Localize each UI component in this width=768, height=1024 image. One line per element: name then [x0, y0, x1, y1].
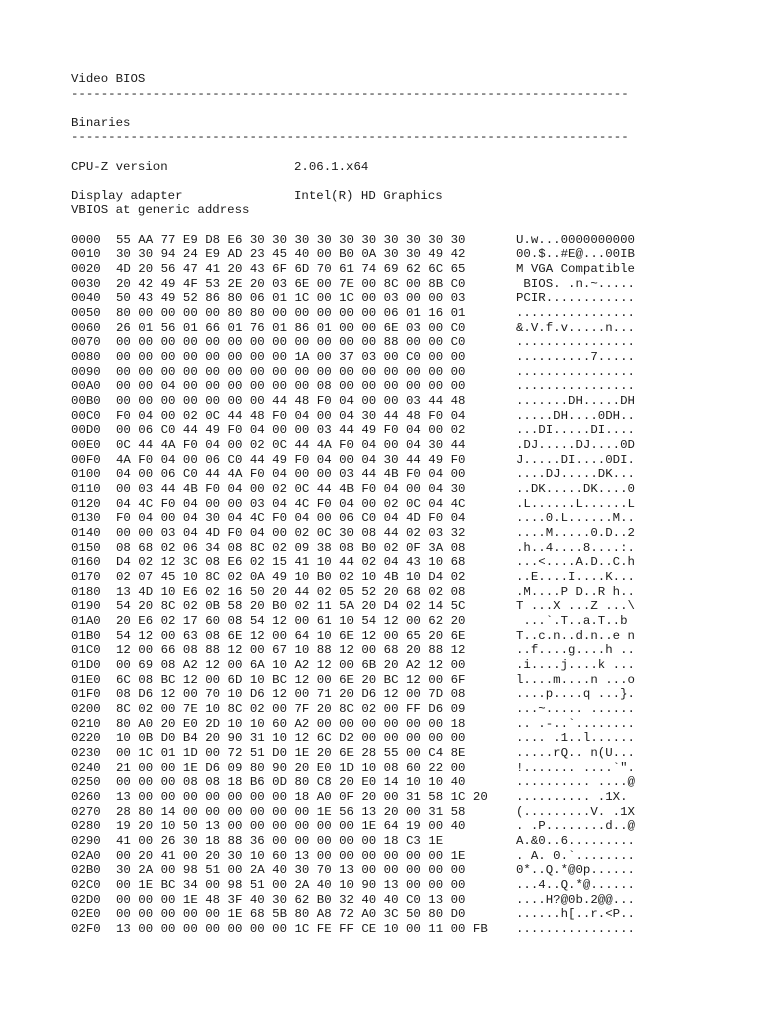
display-adapter-value: Intel(R) HD Graphics [294, 188, 443, 203]
hex-ascii: (.........V. .1X [516, 804, 635, 819]
hex-bytes: F0 04 00 04 30 04 4C F0 04 00 06 C0 04 4D F0 04 [116, 511, 466, 526]
hex-row [71, 834, 731, 849]
hex-row [71, 423, 731, 438]
hex-row [71, 438, 731, 453]
hex-bytes: 04 00 06 C0 44 4A F0 04 00 00 03 44 4B F0 04 00 [116, 467, 466, 482]
hex-bytes: 00 69 08 A2 12 00 6A 10 A2 12 00 6B 20 A2 12 00 [116, 658, 466, 673]
hex-bytes: 00 1C 01 1D 00 72 51 D0 1E 20 6E 28 55 00 C4 8E [116, 746, 466, 761]
spacer [71, 145, 731, 160]
hex-bytes: 54 12 00 63 08 6E 12 00 64 10 6E 12 00 65 20 6E [116, 628, 466, 643]
hex-ascii: T ...X ...Z ...\ [516, 599, 635, 614]
hex-row [71, 863, 731, 878]
hex-bytes: 00 00 04 00 00 00 00 00 00 08 00 00 00 00 00 00 [116, 379, 466, 394]
hex-row [71, 277, 731, 292]
hex-offset: 0140 [71, 525, 101, 540]
hex-ascii: U.w...0000000000 [516, 232, 635, 247]
hex-row [71, 599, 731, 614]
hex-offset: 02A0 [71, 848, 101, 863]
hex-offset: 02F0 [71, 922, 101, 937]
hex-offset: 01B0 [71, 628, 101, 643]
hex-row [71, 511, 731, 526]
hex-row [71, 658, 731, 673]
hex-ascii: ..f....g....h .. [516, 643, 635, 658]
hex-bytes: 00 06 C0 44 49 F0 04 00 00 03 44 49 F0 04 00 02 [116, 423, 466, 438]
hex-row [71, 717, 731, 732]
hex-bytes: 00 00 00 00 00 00 00 44 48 F0 04 00 00 03 44 48 [116, 393, 466, 408]
hex-bytes: 00 00 00 00 00 00 00 00 00 00 00 00 00 00 00 00 [116, 364, 466, 379]
hex-ascii: ....0.L......M.. [516, 511, 635, 526]
hex-offset: 0270 [71, 804, 101, 819]
hex-offset: 00B0 [71, 393, 101, 408]
hex-offset: 02B0 [71, 863, 101, 878]
hex-row [71, 321, 731, 336]
hex-offset: 0050 [71, 305, 101, 320]
hex-ascii: l....m....n ...o [516, 672, 635, 687]
hex-row [71, 262, 731, 277]
hex-offset: 0000 [71, 232, 101, 247]
hex-offset: 0080 [71, 349, 101, 364]
hex-bytes: 13 00 00 00 00 00 00 00 18 A0 0F 20 00 31 58 1C 20 [116, 790, 488, 805]
cpuz-version-value: 2.06.1.x64 [294, 159, 369, 174]
hex-ascii: ................ [516, 335, 635, 350]
hex-offset: 0030 [71, 276, 101, 291]
hex-offset: 01D0 [71, 658, 101, 673]
hex-offset: 0260 [71, 790, 101, 805]
hex-bytes: 00 00 00 1E 48 3F 40 30 62 B0 32 40 40 C0 13 00 [116, 892, 466, 907]
hex-bytes: 26 01 56 01 66 01 76 01 86 01 00 00 6E 03 00 C0 [116, 320, 466, 335]
hex-ascii: .....rQ.. n(U... [516, 746, 635, 761]
hex-ascii: ....M.....0.D..2 [516, 525, 635, 540]
hex-row [71, 775, 731, 790]
hex-offset: 0220 [71, 731, 101, 746]
hex-bytes: 00 1E BC 34 00 98 51 00 2A 40 10 90 13 00 00 00 [116, 878, 466, 893]
hex-dump [71, 233, 731, 937]
hex-ascii: ................ [516, 379, 635, 394]
hex-offset: 01C0 [71, 643, 101, 658]
hex-row [71, 467, 731, 482]
hex-row [71, 570, 731, 585]
hex-row [71, 922, 731, 937]
hex-ascii: . A. 0.`........ [516, 848, 635, 863]
hex-ascii: ...4..Q.*@...... [516, 878, 635, 893]
hex-offset: 0170 [71, 569, 101, 584]
hex-offset: 0150 [71, 540, 101, 555]
hex-ascii: &.V.f.v.....n... [516, 320, 635, 335]
hex-row [71, 893, 731, 908]
hex-row [71, 643, 731, 658]
hex-ascii: PCIR............ [516, 291, 635, 306]
hex-bytes: 50 43 49 52 86 80 06 01 1C 00 1C 00 03 00 00 03 [116, 291, 466, 306]
hex-offset: 0130 [71, 511, 101, 526]
hex-ascii: ..E....I....K... [516, 569, 635, 584]
hex-offset: 01F0 [71, 687, 101, 702]
hex-offset: 0160 [71, 555, 101, 570]
hex-ascii: ....DJ.....DK... [516, 467, 635, 482]
hex-bytes: 00 00 00 00 00 00 00 00 00 00 00 00 88 00 00 C0 [116, 335, 466, 350]
hex-ascii: 00.$..#E@...00IB [516, 247, 635, 262]
hex-row [71, 849, 731, 864]
hex-bytes: 00 00 00 08 08 18 B6 0D 80 C8 20 E0 14 10 10 40 [116, 775, 466, 790]
hex-bytes: 41 00 26 30 18 88 36 00 00 00 00 00 18 C3 1E [116, 834, 444, 849]
hex-bytes: 13 4D 10 E6 02 16 50 20 44 02 05 52 20 68 02 08 [116, 584, 466, 599]
hex-bytes: 10 0B D0 B4 20 90 31 10 12 6C D2 00 00 00 00 00 [116, 731, 466, 746]
hex-row [71, 585, 731, 600]
hex-offset: 0120 [71, 496, 101, 511]
hex-bytes: 00 00 00 00 00 1E 68 5B 80 A8 72 A0 3C 50 80 D0 [116, 907, 466, 922]
hex-row [71, 526, 731, 541]
hex-offset: 0060 [71, 320, 101, 335]
hex-ascii: .... .1..l...... [516, 731, 635, 746]
hex-offset: 02D0 [71, 892, 101, 907]
hex-row [71, 541, 731, 556]
hex-ascii: 0*..Q.*@0p...... [516, 863, 635, 878]
spacer [71, 174, 731, 189]
hex-offset: 0240 [71, 760, 101, 775]
hex-offset: 00C0 [71, 408, 101, 423]
hex-bytes: 00 03 44 4B F0 04 00 02 0C 44 4B F0 04 00 04 30 [116, 481, 466, 496]
hex-offset: 0280 [71, 819, 101, 834]
hex-offset: 0110 [71, 481, 101, 496]
hex-ascii: . .P........d..@ [516, 819, 635, 834]
hex-bytes: 00 20 41 00 20 30 10 60 13 00 00 00 00 00 00 1E [116, 848, 466, 863]
hex-bytes: 00 00 03 04 4D F0 04 00 02 0C 30 08 44 02 03 32 [116, 525, 466, 540]
hex-row [71, 907, 731, 922]
hex-row [71, 878, 731, 893]
hex-row [71, 497, 731, 512]
hex-ascii: .......DH.....DH [516, 393, 635, 408]
hex-offset: 0100 [71, 467, 101, 482]
hex-ascii: .. .-..`........ [516, 716, 635, 731]
hex-offset: 0010 [71, 247, 101, 262]
hex-ascii: ...~..... ...... [516, 702, 635, 717]
hex-offset: 00F0 [71, 452, 101, 467]
hex-row [71, 790, 731, 805]
hex-ascii: .M....P D..R h.. [516, 584, 635, 599]
hex-row [71, 306, 731, 321]
hex-ascii: ...<....A.D..C.h [516, 555, 635, 570]
spacer [71, 218, 731, 233]
hex-ascii: .......... ....@ [516, 775, 635, 790]
hex-offset: 0090 [71, 364, 101, 379]
cpuz-version-label: CPU-Z version [71, 159, 168, 174]
hex-row [71, 673, 731, 688]
hex-row [71, 233, 731, 248]
hex-bytes: 4D 20 56 47 41 20 43 6F 6D 70 61 74 69 62 6C 65 [116, 261, 466, 276]
hex-row [71, 365, 731, 380]
hex-ascii: ....H?@0b.2@@... [516, 892, 635, 907]
hex-row [71, 687, 731, 702]
hex-offset: 00A0 [71, 379, 101, 394]
hex-bytes: 08 68 02 06 34 08 8C 02 09 38 08 B0 02 0F 3A 08 [116, 540, 466, 555]
hex-ascii: ................ [516, 922, 635, 937]
hex-bytes: 00 00 00 00 00 00 00 00 1A 00 37 03 00 C0 00 00 [116, 349, 466, 364]
hex-row [71, 629, 731, 644]
hex-ascii: ....p....q ...}. [516, 687, 635, 702]
hex-bytes: 30 2A 00 98 51 00 2A 40 30 70 13 00 00 00 00 00 [116, 863, 466, 878]
hex-ascii: !....... ....`". [516, 760, 635, 775]
section-title-video-bios: Video BIOS [71, 72, 146, 86]
hex-bytes: 30 30 94 24 E9 AD 23 45 40 00 B0 0A 30 30 49 42 [116, 247, 466, 262]
hex-offset: 0190 [71, 599, 101, 614]
hex-row [71, 350, 731, 365]
hex-ascii: ..........7..... [516, 349, 635, 364]
hex-ascii: BIOS. .n.~..... [516, 276, 635, 291]
hex-ascii: .i....j....k ... [516, 658, 635, 673]
report-page [71, 72, 731, 937]
hex-ascii: A.&0..6......... [516, 834, 635, 849]
hex-bytes: 4A F0 04 00 06 C0 44 49 F0 04 00 04 30 44 49 F0 [116, 452, 466, 467]
hex-bytes: 02 07 45 10 8C 02 0A 49 10 B0 02 10 4B 10 D4 02 [116, 569, 466, 584]
hex-bytes: 54 20 8C 02 0B 58 20 B0 02 11 5A 20 D4 02 14 5C [116, 599, 466, 614]
hex-bytes: 04 4C F0 04 00 00 03 04 4C F0 04 00 02 0C 04 4C [116, 496, 466, 511]
hex-row [71, 761, 731, 776]
hex-row [71, 409, 731, 424]
hex-row [71, 394, 731, 409]
hex-ascii: ..DK.....DK....0 [516, 481, 635, 496]
hex-row [71, 614, 731, 629]
cpuz-version-row [71, 160, 731, 175]
vbios-address-label: VBIOS at generic address [71, 203, 250, 218]
hex-bytes: 12 00 66 08 88 12 00 67 10 88 12 00 68 20 88 12 [116, 643, 466, 658]
section-divider: --------------------------------------------------------------------------- [71, 86, 629, 101]
hex-ascii: .DJ.....DJ....0D [516, 437, 635, 452]
display-adapter-row [71, 189, 731, 204]
hex-row [71, 453, 731, 468]
hex-row [71, 555, 731, 570]
hex-bytes: 80 00 00 00 00 80 80 00 00 00 00 00 06 01 16 01 [116, 305, 466, 320]
hex-row [71, 247, 731, 262]
hex-bytes: 55 AA 77 E9 D8 E6 30 30 30 30 30 30 30 30 30 30 [116, 232, 466, 247]
hex-row [71, 335, 731, 350]
section-divider: --------------------------------------------------------------------------- [71, 130, 629, 145]
section-title-binaries: Binaries [71, 115, 131, 130]
hex-offset: 02C0 [71, 878, 101, 893]
hex-offset: 01A0 [71, 614, 101, 628]
hex-row [71, 746, 731, 761]
hex-ascii: ................ [516, 305, 635, 320]
hex-offset: 0040 [71, 291, 101, 306]
hex-ascii: ...DI.....DI.... [516, 423, 635, 438]
hex-ascii: ......h[..r.<P.. [516, 907, 635, 922]
hex-bytes: 80 A0 20 E0 2D 10 10 60 A2 00 00 00 00 00 00 18 [116, 716, 466, 731]
hex-ascii: T..c.n..d.n..e n [516, 628, 635, 643]
hex-offset: 00D0 [71, 423, 101, 438]
hex-bytes: 6C 08 BC 12 00 6D 10 BC 12 00 6E 20 BC 12 00 6F [116, 672, 466, 687]
hex-bytes: 8C 02 00 7E 10 8C 02 00 7F 20 8C 02 00 FF D6 09 [116, 702, 466, 717]
display-adapter-label: Display adapter [71, 188, 183, 203]
hex-offset: 0200 [71, 702, 101, 717]
hex-offset: 0180 [71, 584, 101, 599]
hex-offset: 0250 [71, 775, 101, 790]
hex-ascii: .....DH....0DH.. [516, 408, 635, 423]
hex-bytes: 0C 44 4A F0 04 00 02 0C 44 4A F0 04 00 04 30 44 [116, 437, 466, 452]
hex-offset: 0020 [71, 261, 101, 276]
hex-offset: 0070 [71, 335, 101, 350]
hex-bytes: 13 00 00 00 00 00 00 00 1C FE FF CE 10 00 11 00 FB [116, 922, 488, 937]
hex-ascii: ...`.T..a.T..b [516, 614, 635, 628]
hex-offset: 01E0 [71, 672, 101, 687]
hex-bytes: 20 E6 02 17 60 08 54 12 00 61 10 54 12 00 62 20 [116, 614, 466, 628]
hex-row [71, 731, 731, 746]
hex-offset: 02E0 [71, 907, 101, 922]
hex-ascii: .h..4....8....:. [516, 540, 635, 555]
hex-ascii: .L......L......L [516, 496, 635, 511]
hex-bytes: 19 20 10 50 13 00 00 00 00 00 00 1E 64 19 00 40 [116, 819, 466, 834]
hex-bytes: 21 00 00 1E D6 09 80 90 20 E0 1D 10 08 60 22 00 [116, 760, 466, 775]
hex-row [71, 702, 731, 717]
hex-row [71, 291, 731, 306]
hex-offset: 0210 [71, 716, 101, 731]
hex-bytes: 20 42 49 4F 53 2E 20 03 6E 00 7E 00 8C 00 8B C0 [116, 276, 466, 291]
hex-bytes: D4 02 12 3C 08 E6 02 15 41 10 44 02 04 43 10 68 [116, 555, 466, 570]
spacer [71, 101, 731, 116]
hex-ascii: M VGA Compatible [516, 261, 635, 276]
hex-row [71, 482, 731, 497]
hex-bytes: F0 04 00 02 0C 44 48 F0 04 00 04 30 44 48 F0 04 [116, 408, 466, 423]
hex-ascii: .......... .1X. [516, 790, 635, 805]
hex-bytes: 08 D6 12 00 70 10 D6 12 00 71 20 D6 12 00 7D 08 [116, 687, 466, 702]
hex-bytes: 28 80 14 00 00 00 00 00 00 1E 56 13 20 00 31 58 [116, 804, 466, 819]
hex-offset: 00E0 [71, 437, 101, 452]
hex-row [71, 805, 731, 820]
hex-offset: 0230 [71, 746, 101, 761]
hex-offset: 0290 [71, 834, 101, 849]
hex-row [71, 819, 731, 834]
hex-ascii: ................ [516, 364, 635, 379]
hex-ascii: J.....DI....0DI. [516, 452, 635, 467]
hex-row [71, 379, 731, 394]
